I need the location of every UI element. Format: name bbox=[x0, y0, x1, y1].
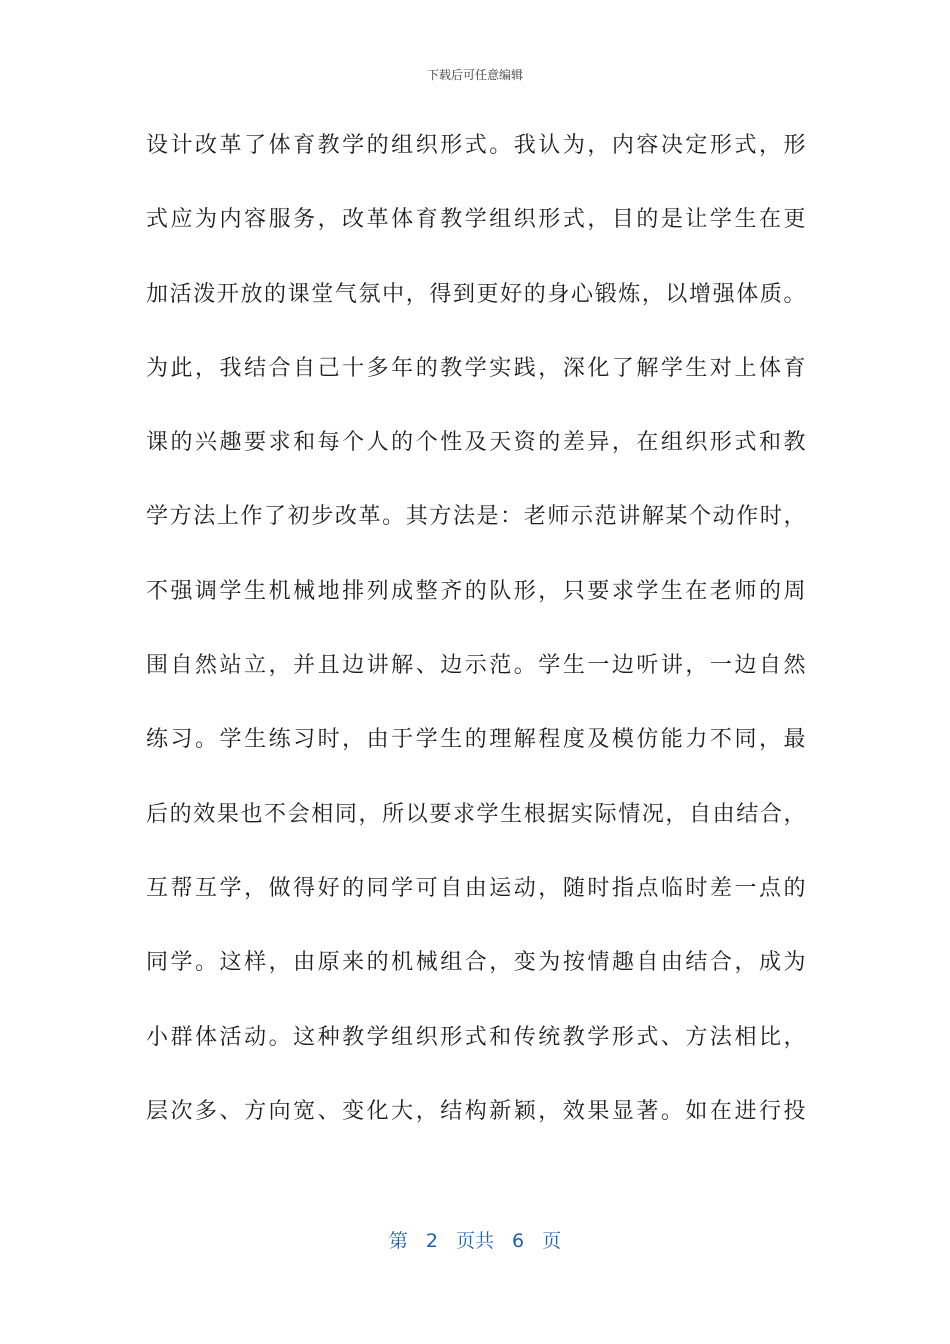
current-page-number: 2 bbox=[425, 1230, 438, 1252]
body-line: 围自然站立，并且边讲解、边示范。学生一边听讲，一边自然 bbox=[146, 653, 806, 679]
footer-middle: 页共 bbox=[455, 1230, 494, 1252]
footer-prefix: 第 bbox=[388, 1230, 408, 1252]
total-page-count: 6 bbox=[512, 1230, 525, 1252]
page-number-footer bbox=[0, 1226, 950, 1253]
body-line: 设计改革了体育教学的组织形式。我认为，内容决定形式，形 bbox=[146, 133, 806, 158]
page-header: 下载后可任意编辑 bbox=[426, 68, 523, 82]
body-line: 不强调学生机械地排列成整齐的队形，只要求学生在老师的周 bbox=[146, 578, 806, 604]
body-line: 后的效果也不会相同，所以要求学生根据实际情况，自由结合， bbox=[146, 801, 806, 827]
body-line: 互帮互学，做得好的同学可自由运动，随时指点临时差一点的 bbox=[146, 875, 806, 901]
body-line: 式应为内容服务，改革体育教学组织形式，目的是让学生在更 bbox=[146, 207, 806, 233]
body-line: 层次多、方向宽、变化大，结构新颖，效果显著。如在进行投 bbox=[146, 1098, 806, 1124]
body-line: 同学。这样，由原来的机械组合，变为按情趣自由结合，成为 bbox=[146, 950, 806, 976]
body-line: 课的兴趣要求和每个人的个性及天资的差异，在组织形式和教 bbox=[146, 430, 806, 456]
document-body bbox=[146, 128, 806, 1168]
body-line: 为此，我结合自己十多年的教学实践，深化了解学生对上体育 bbox=[146, 355, 806, 381]
body-line: 学方法上作了初步改革。其方法是：老师示范讲解某个动作时， bbox=[146, 504, 806, 530]
body-line: 小群体活动。这种教学组织形式和传统教学形式、方法相比， bbox=[146, 1024, 806, 1050]
footer-suffix: 页 bbox=[542, 1230, 562, 1252]
body-line: 加活泼开放的课堂气氛中，得到更好的身心锻炼，以增强体质。 bbox=[146, 281, 806, 307]
body-line: 练习。学生练习时，由于学生的理解程度及模仿能力不同，最 bbox=[146, 727, 806, 753]
